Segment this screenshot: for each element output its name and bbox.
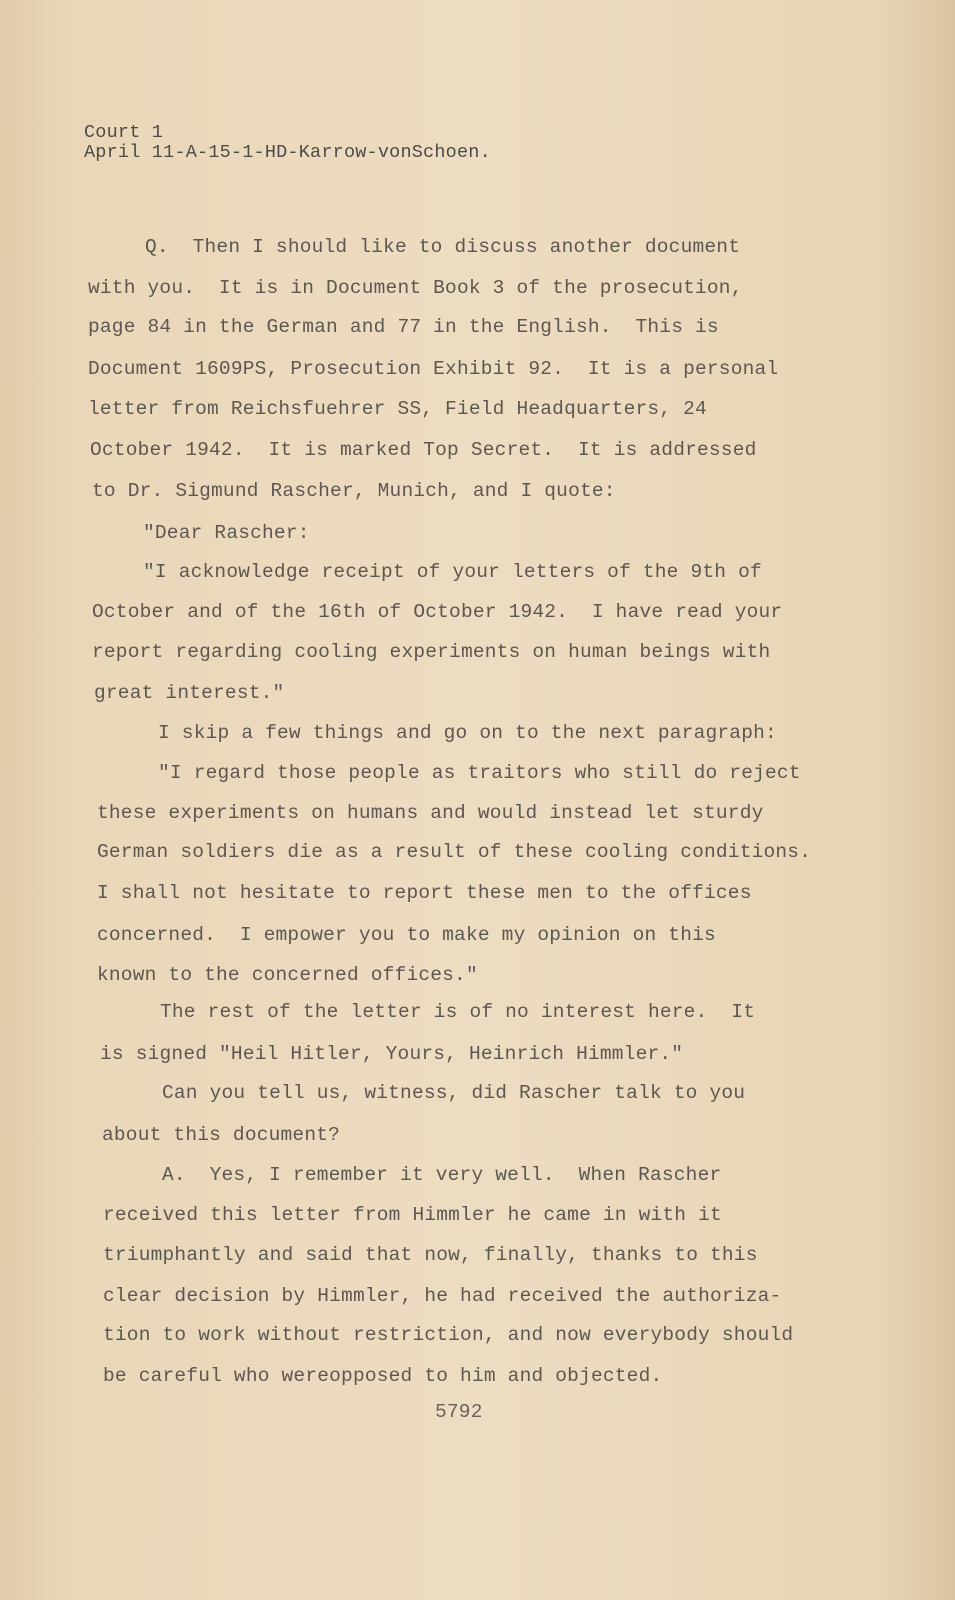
court-label: Court 1 [84,122,164,143]
text-line: October 1942. It is marked Top Secret. It is addressed [90,439,757,461]
text-line: great interest." [94,682,285,704]
text-line: The rest of the letter is of no interest here. It [160,1001,756,1023]
text-line: "Dear Rascher: [143,522,310,544]
text-line: about this document? [102,1124,341,1146]
text-line: I shall not hesitate to report these men to the offices [97,882,752,904]
text-line: these experiments on humans and would instead let sturdy [97,802,764,824]
page-number: 5792 [435,1401,483,1423]
text-line: Document 1609PS, Prosecution Exhibit 92. It is a personal [88,358,779,380]
text-line: concerned. I empower you to make my opinion on this [97,924,716,946]
text-line: A. Yes, I remember it very well. When Rascher [162,1164,722,1186]
text-line: page 84 in the German and 77 in the English. This is [88,316,719,338]
text-line: I skip a few things and go on to the next paragraph: [158,722,777,744]
text-line: Q. Then I should like to discuss another document [145,236,741,258]
text-line: is signed "Heil Hitler, Yours, Heinrich Himmler." [100,1043,684,1065]
text-line: letter from Reichsfuehrer SS, Field Headquarters, 24 [88,398,707,420]
text-line: known to the concerned offices." [97,964,478,986]
text-line: German soldiers die as a result of these cooling conditions. [97,841,812,863]
session-reference: April 11-A-15-1-HD-Karrow-vonSchoen. [84,142,491,163]
text-line: to Dr. Sigmund Rascher, Munich, and I quote: [92,480,616,502]
text-line: report regarding cooling experiments on human beings with [92,641,771,663]
text-line: October and of the 16th of October 1942. I have read your [92,601,783,623]
text-line: "I acknowledge receipt of your letters of the 9th of [143,561,762,583]
text-line: be careful who wereopposed to him and objected. [103,1365,663,1387]
text-line: received this letter from Himmler he came in with it [103,1204,722,1226]
text-line: tion to work without restriction, and now everybody should [103,1324,794,1346]
text-line: Can you tell us, witness, did Rascher talk to you [162,1082,746,1104]
text-line: triumphantly and said that now, finally, thanks to this [103,1244,758,1266]
text-line: "I regard those people as traitors who still do reject [158,762,801,784]
text-line: clear decision by Himmler, he had received the authoriza- [103,1285,782,1307]
text-line: with you. It is in Document Book 3 of the prosecution, [88,277,743,299]
